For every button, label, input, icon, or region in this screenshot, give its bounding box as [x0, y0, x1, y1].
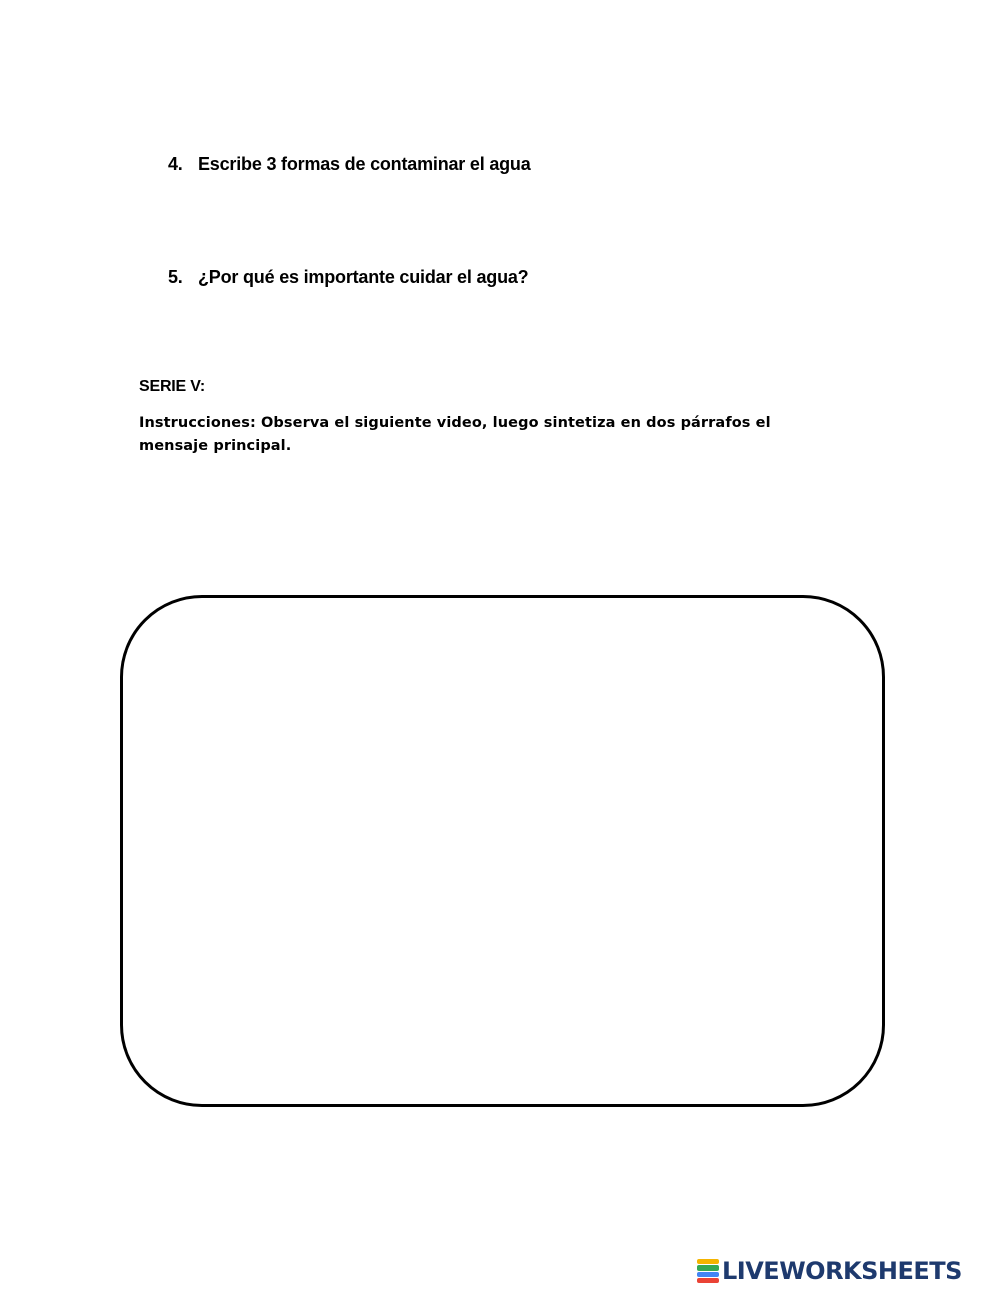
- question-4: [168, 154, 531, 175]
- section-title: SERIE V:: [139, 378, 205, 395]
- question-text: Escribe 3 formas de contaminar el agua: [198, 154, 531, 174]
- liveworksheets-logo-icon: [697, 1259, 719, 1283]
- brand-footer: [697, 1258, 962, 1284]
- answer-box[interactable]: [120, 595, 885, 1107]
- question-number: 4.: [168, 154, 183, 174]
- question-5: [168, 267, 528, 288]
- instructions-text: Instrucciones: Observa el siguiente video, luego sintetiza en dos párrafos el mensaje principal.: [139, 415, 771, 454]
- question-number: 5.: [168, 267, 183, 287]
- question-text: ¿Por qué es importante cuidar el agua?: [198, 267, 529, 287]
- brand-name: LIVEWORKSHEETS: [722, 1257, 962, 1285]
